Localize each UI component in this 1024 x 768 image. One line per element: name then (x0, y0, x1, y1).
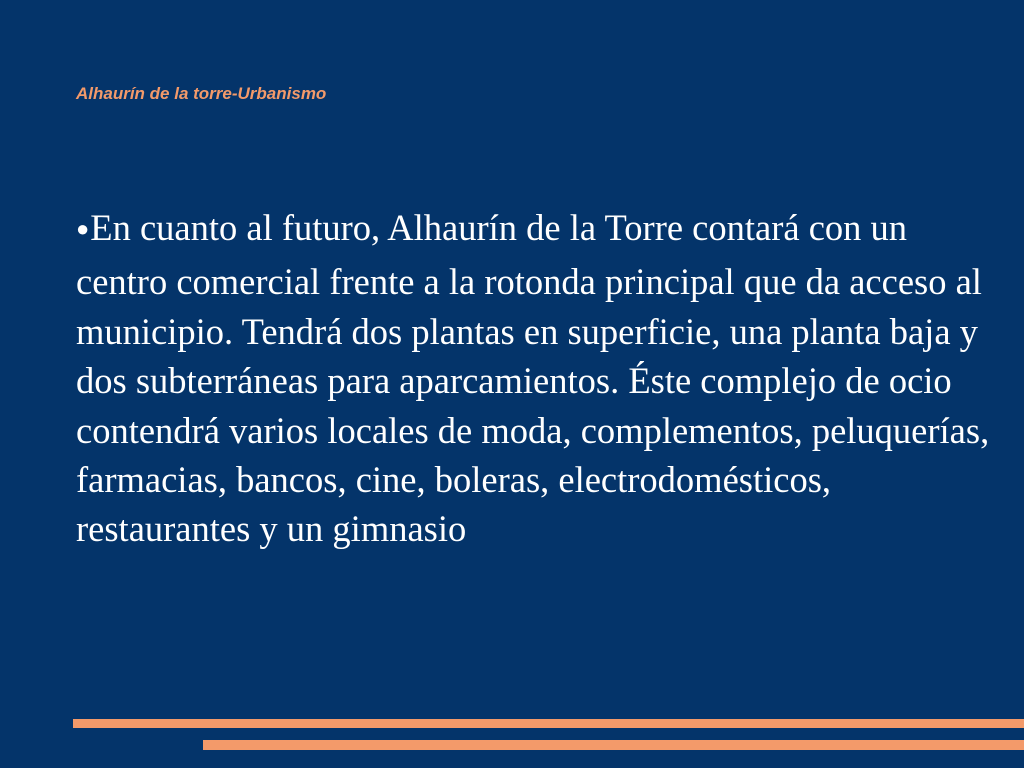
accent-stripe-bottom (203, 740, 1024, 750)
bullet-paragraph (76, 203, 996, 554)
bullet-icon: ● (76, 216, 90, 241)
slide-title: Alhaurín de la torre-Urbanismo (76, 84, 327, 103)
accent-stripe-top (73, 719, 1024, 728)
bullet-text: En cuanto al futuro, Alhaurín de la Torre contará con un centro comercial frente a la rotonda principal que da acceso al municipio. Tendrá dos plantas en superficie, una planta baja y dos subterráneas para aparcamientos. Éste complejo de ocio contendrá varios locales de moda, complementos, peluquerías, farmacias, bancos, cine, boleras, electrodomésticos, restaurantes y un gimnasio (76, 207, 990, 550)
